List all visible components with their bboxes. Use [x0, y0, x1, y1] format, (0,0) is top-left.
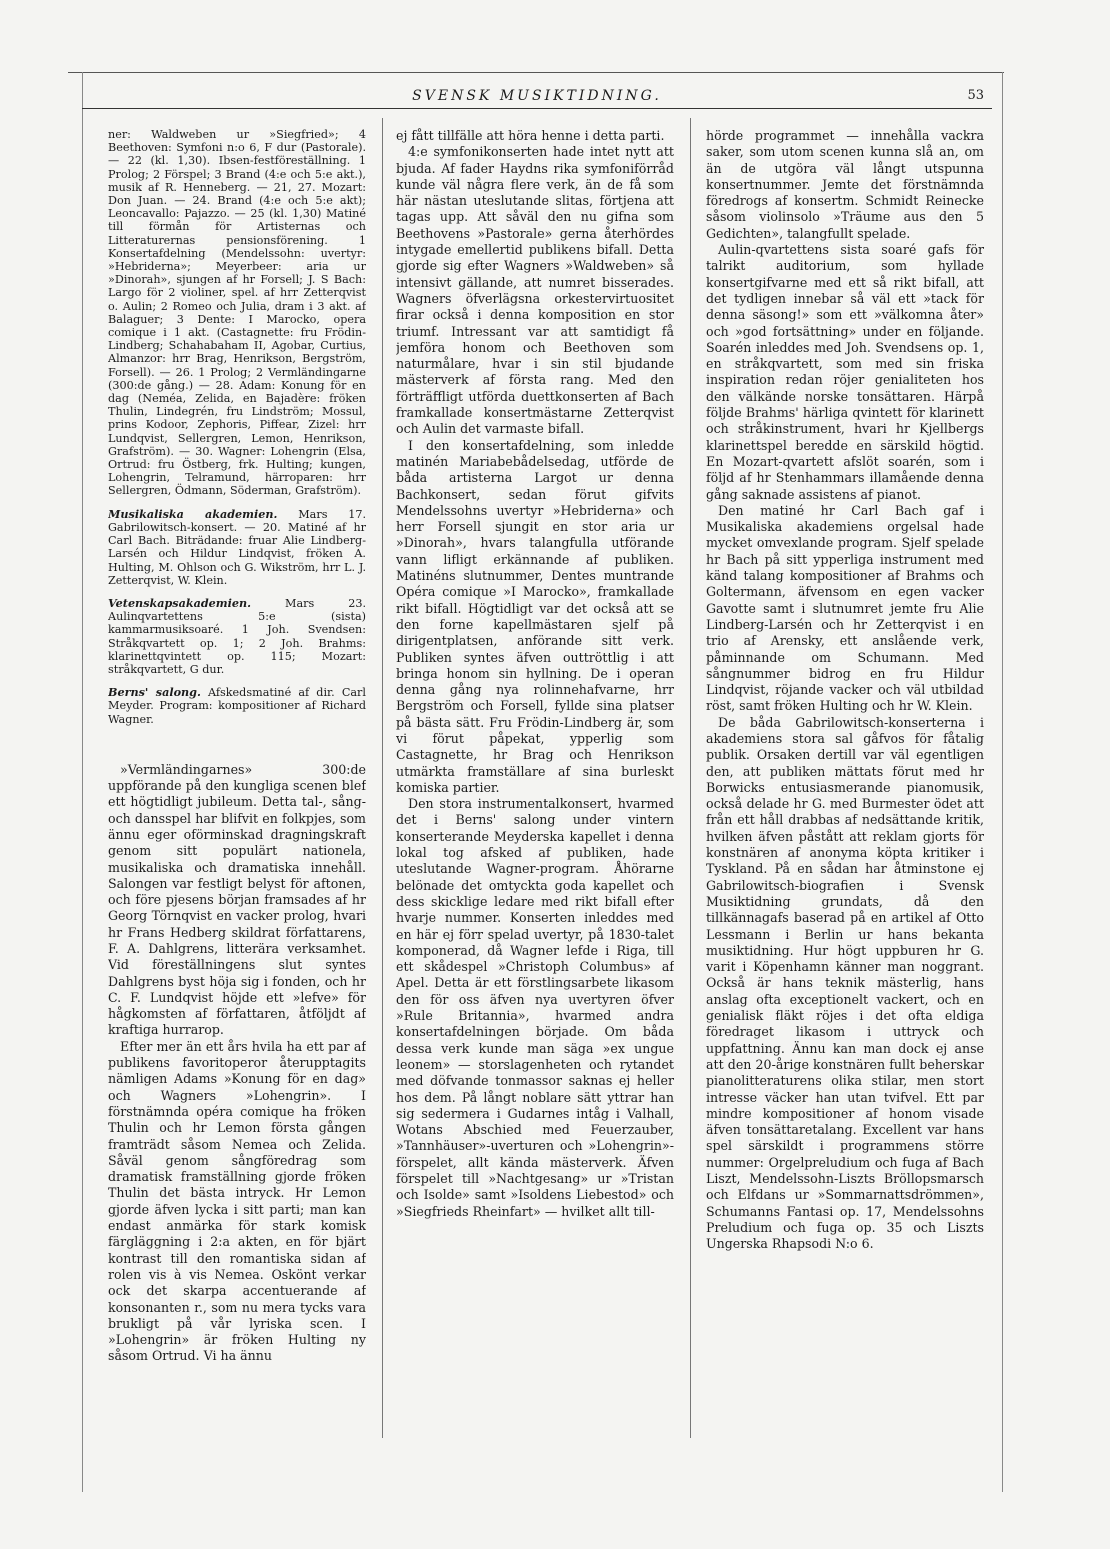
- page-number: 53: [967, 88, 984, 103]
- berns-title: Berns' salong.: [108, 685, 201, 700]
- opera-schedule: ner: Waldweben ur »Siegfried»; 4 Beethoven: Symfoni n:o 6, F dur (Pastorale). — 22 (kl. 1,30). Ibsen-festföreställning. 1 Prolog; 2 Förspel; 3 Brand (4:e och 5:e akt.), musik af R. Henneberg. — 21, 27. Mozart: Don Juan. — 24. Brand (4:e och 5:e akt); Leoncavallo: Pajazzo. — 25 (kl. 1,30) Matiné till förmån för Artisternas och Litteraturernas pensionsförening. 1 Konsertafdelning (Mendelssohn: uvertyr: »Hebriderna»; Meyerbeer: aria ur »Dinorah», sjungen af hr Forsell; J. S Bach: Largo för 2 violiner, spel. af hrr Zetterqvist o. Aulin; 2 Romeo och Julia, dram i 3 akt. af Balaguer; 3 Dente: I Marocko, opera comique i 1 akt. (Castagnette: fru Frödin-Lindberg; Schahabaham II, Agobar, Curtius, Almanzor: hrr Brag, Henrikson, Bergström, Forsell). — 26. 1 Prolog; 2 Vermländingarne (300:de gång.) — 28. Adam: Konung för en dag (Neméa, Zelida, en Bajadère: fröken Thulin, Lindegrén, fru Lindström; Mossul, prins Kodoor, Zephoris, Piffear, Zizel: hrr Lundqvist, Sellergren, Lemon, Henrikson, Grafström). — 30. Wagner: Lohengrin (Elsa, Ortrud: fru Östberg, frk. Hulting; kungen, Lohengrin, Telramund, härroparen: hrr Sellergren, Ödmann, Söderman, Grafström).: [108, 128, 366, 498]
- paragraph: Aulin-qvartettens sista soaré gafs för talrikt auditorium, som hyllade konsertgifvarne med ett så rikt bifall, att det tydligen innebar så väl ett »tack för denna säsong!» som ett »välkomna åter» och »god fortsättning» under en följande. Soarén inleddes med Joh. Svendsens op. 1, en stråkqvartett, som med sin friska inspiration redan röjer genialiteten hos den välkände norske tonsättaren. Härpå följde Brahms' härliga qvintett för klarinett och stråkinstrument, hvari hr Kjellbergs klarinettspel beredde en särskild högtid. En Mozart-qvartett afslöt soarén, som i följd af hr Stenhammars illamående denna gång saknade assistens af pianot.: [706, 242, 984, 502]
- vetenskap-text: Mars 23. Aulinqvartettens 5:e (sista) kammarmusiksoaré. 1 Joh. Svendsen: Stråkqvartett op. 1; 2 Joh. Brahms: klarinettqvintett op. 115; Mozart: stråkqvartett, G dur.: [108, 596, 366, 676]
- akademien-title: Musikaliska akademien.: [108, 506, 278, 521]
- akademien-entry: [108, 508, 366, 587]
- paragraph: Efter mer än ett års hvila ha ett par af publikens favoritoperor återupptagits nämligen Adams »Konung för en dag» och Wagners »Lohengrin». I förstnämnda opéra comique ha fröken Thulin och hr Lemon första gången framträdt såsom Nemea och Zelida. Såväl genom sångföredrag som dramatisk framställning gjorde fröken Thulin det bästa intryck. Hr Lemon gjorde äfven lycka i sitt parti; man kan endast anmärka för stark komisk färgläggning i 2:a akten, en för bjärt kontrast till den romantiska sidan af rolen vis à vis Nemea. Oskönt verkar ock det skarpa accentuerande af konsonanten r., som nu mera tycks vara brukligt på vår lyriska scen. I »Lohengrin» är fröken Hulting ny såsom Ortrud. Vi ha ännu: [108, 1038, 366, 1364]
- paragraph: Den stora instrumentalkonsert, hvarmed det i Berns' salong under vintern konserterande Meyderska kapellet i denna lokal tog afsked af publiken, hade uteslutande Wagner-program. Åhörarne belönade det omtyckta goda kapellet och dess skicklige ledare med rikt bifall efter hvarje nummer. Konserten inleddes med en här ej förr spelad uvertyr, på 1830-talet komponerad, då Wagner lefde i Riga, till ett skådespel »Christoph Columbus» af Apel. Detta är ett förstlingsarbete likasom den för oss äfven nya uvertyren öfver »Rule Britannia», hvarmed andra konsertafdelningen började. Om båda dessa verk kunde man säga »ex ungue leonem» — storslagenheten och rytandet med döfvande tonmassor saknas ej heller hos dem. På långt noblare sätt yttrar han sig sedermera i Gudarnes intåg i Valhall, Wotans Abschied med Feuerzauber, »Tannhäuser»-uverturen och »Lohengrin»-förspelet, allt kända mästerverk. Äfven förspelet till »Nachtgesang» ur »Tristan och Isolde» samt »Isoldens Liebestod» och »Siegfrieds Rheinfart» — hvilket allt till-: [396, 796, 674, 1219]
- berns-entry: [108, 686, 366, 726]
- paragraph: 4:e symfonikonserten hade intet nytt att bjuda. Af fader Haydns rika symfoniförråd kunde väl några flere verk, än de få som här nästan uteslutande slitas, förtjena att tagas upp. Att såväl den nu gifna som Beethovens »Pastorale» gerna återhördes intygade emellertid publikens bifall. Detta gjorde sig efter Wagners »Waldweben» så intensivt gällande, att numret bisserades. Wagners öfverlägsna orkestervirtuositet firar också i denna komposition en stor triumf. Intressant var att samtidigt få jemföra honom och Beethoven som naturmålare, hvar i sin stil bjudande mästerverk af första rang. Med den förträffligt utförda duettkonserten af Bach framkallade konsertmästarne Zetterqvist och Aulin det varmaste bifall.: [396, 144, 674, 437]
- paragraph: »Vermländingarnes» 300:de uppförande på den kungliga scenen blef ett högtidligt jubileum. Detta tal-, sång- och dansspel har blifvit en folkpjes, som ännu eger oförminskad dragningskraft genom sitt populärt nationela, musikaliska och dramatiska innehåll. Salongen var festligt belyst för aftonen, och före pjesens början framsades af hr Georg Törnqvist en vacker prolog, hvari hr Frans Hedberg skildrat författarens, F. A. Dahlgrens, litterära verksamhet. Vid föreställningens slut syntes Dahlgrens byst höja sig i fonden, och hr C. F. Lundqvist höjde ett »lefve» för hågkomsten af författaren, åtföljdt af kraftiga hurrarop.: [108, 761, 366, 1038]
- column-3: [706, 128, 984, 1458]
- paragraph: hörde programmet — innehålla vackra saker, som utom scenen kunna slå an, om än de utgöra väl långt utspunna konsertnummer. Jemte det förstnämnda föredrogs af konsertm. Schmidt Reinecke såsom violinsolo »Träume aus den 5 Gedichten», talangfullt spelade.: [706, 128, 984, 241]
- left-margin-rule: [82, 72, 83, 1492]
- column-divider-1: [382, 118, 383, 1438]
- column-divider-2: [690, 118, 691, 1438]
- berns-text: Afskedsmatiné af dir. Carl Meyder. Program: kompositioner af Richard Wagner.: [108, 686, 366, 726]
- column-2: [396, 128, 674, 1458]
- vetenskap-entry: [108, 597, 366, 676]
- akademien-text: Mars 17. Gabrilowitsch-konsert. — 20. Matiné af hr Carl Bach. Biträdande: fruar Alie Lindberg-Larsén och Hildur Lindqvist, fröken A. Hulting, M. Ohlson och G. Wikström, hrr L. J. Zetterqvist, W. Klein.: [108, 507, 366, 587]
- section-gap: [108, 736, 366, 762]
- performance-schedule: [108, 128, 366, 726]
- vetenskap-title: Vetenskapsakademien.: [108, 595, 252, 610]
- running-title: SVENSK MUSIKTIDNING.: [412, 88, 662, 104]
- paragraph: Den matiné hr Carl Bach gaf i Musikaliska akademiens orgelsal hade mycket omvexlande program. Sjelf spelade hr Bach på sitt ypperliga instrument med känd talang kompositioner af Brahms och Goltermann, äfvensom en egen vacker Gavotte samt i slutnumret jemte fru Alie Lindberg-Larsén och hr Zetterqvist i en trio af Arensky, ett anslående verk, påminnande om Schumann. Med sångnummer bidrog en fru Hildur Lindqvist, röjande vacker och väl utbildad röst, samt fröken Hulting och hr W. Klein.: [706, 502, 984, 714]
- paragraph: ej fått tillfälle att höra henne i detta parti.: [396, 128, 665, 143]
- right-margin-rule: [1002, 72, 1003, 1492]
- paragraph: I den konsertafdelning, som inledde matinén Mariabebådelsedag, utförde de båda artisterna Largot ur denna Bachkonsert, sedan förut gifvits Mendelssohns uvertyr »Hebriderna» och herr Forsell sjungit en stor aria ur »Dinorah», hvars talangfulla utförande vann lifligt erkännande af publiken. Matinéns slutnummer, Dentes muntrande Opéra comique »I Marocko», framkallade rikt bifall. Högtidligt var det också att se den forne kapellmästaren sjelf på dirigentplatsen, anförande sitt verk. Publiken syntes äfven outtröttlig i att bringa honom sin hyllning. De i operan denna gång nya rolinnehafvarne, hrr Bergström och Forsell, fyllde sina platser på bästa sätt. Fru Frödin-Lindberg är, som vi förut påpekat, ypperlig som Castagnette, hr Brag och Henrikson utmärkta framställare af sina burleskt komiska partier.: [396, 437, 674, 795]
- column-1: [108, 128, 366, 1458]
- paragraph: De båda Gabrilowitsch-konserterna i akademiens stora sal gåfvos för fåtalig publik. Orsaken dertill var väl egentligen den, att publiken mättats förut med hr Borwicks entusiasmerande pianomusik, också delade hr G. med Burmester ödet att från ett håll drabbas af nedsättande kritik, hvilken äfven påstått att reklam gjorts för konstnären af anonyma köpta kritiker i Tyskland. På en sådan har åtminstone ej Gabrilowitsch-biografien i Svensk Musiktidning grundats, då den tillkännagafs baserad på en artikel af Otto Lessmann i Berlin ur hans bekanta musiktidning. Hur högt uppburen hr G. varit i Köpenhamn känner man noggrant. Också är hans teknik mästerlig, hans anslag ofta exceptionelt vackert, och en genialisk fläkt röjes i det ofta eldiga föredraget likasom i uttryck och uppfattning. Ännu kan man dock ej anse att den 20-årige konstnären fullt beherskar pianolitteraturens olika stilar, men stort intresse väcker han utan tvifvel. Ett par mindre kompositioner af honom visade äfven tonsättaretalang. Excellent var hans spel särskildt i programmens större nummer: Orgelpreludium och fuga af Bach Liszt, Mendelssohn-Liszts Bröllopsmarsch och Elfdans ur »Sommarnattsdrömmen», Schumanns Fantasi op. 17, Mendelssohns Preludium och fuga op. 35 och Liszts Ungerska Rhapsodi N:o 6.: [706, 714, 984, 1252]
- column-1-body: [108, 762, 366, 1365]
- page-header: [82, 86, 992, 109]
